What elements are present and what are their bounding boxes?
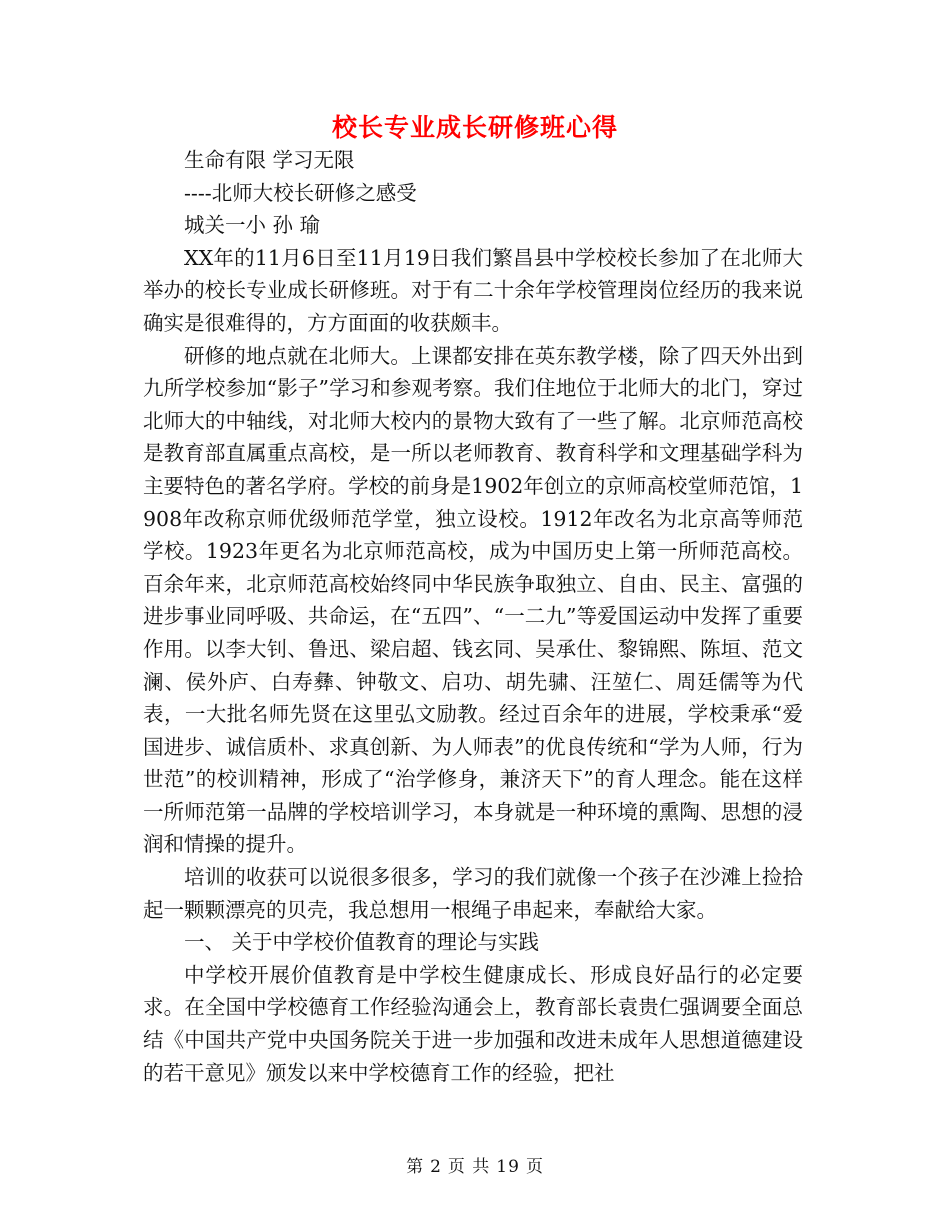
paragraph: 培训的收获可以说很多很多，学习的我们就像一个孩子在沙滩上捡拾起一颗颗漂亮的贝壳，我总想用一根绳子串起来，奉献给大家。 <box>143 865 803 922</box>
footer-page-number: 2 <box>430 1157 442 1177</box>
paragraph: XX年的11月6日至11月19日我们繁昌县中学校校长参加了在北师大举办的校长专业成长研修班。对于有二十余年学校管理岗位经历的我来说确实是很难得的，方方面面的收获颇丰。 <box>143 245 803 335</box>
document-title: 校长专业成长研修班心得 <box>331 113 618 142</box>
paragraph: 中学校开展价值教育是中学校生健康成长、形成良好品行的必定要求。在全国中学校德育工作经验沟通会上，教育部长袁贵仁强调要全面总结《中国共产党中央国务院关于进一步加强和改进未成年人思想道德建设的若干意见》颁发以来中学校德育工作的经验，把社 <box>143 962 803 1085</box>
author-line: 城关一小 孙 瑜 <box>184 213 321 238</box>
subtitle-line: 生命有限 学习无限 <box>184 148 355 172</box>
footer-prefix: 第 <box>406 1157 425 1177</box>
page-footer <box>0 1152 950 1177</box>
footer-total-pages: 19 <box>496 1157 520 1177</box>
subtitle-line-2: ----北师大校长研修之感受 <box>184 180 417 205</box>
paragraph: 研修的地点就在北师大。上课都安排在英东教学楼，除了四天外出到九所学校参加“影子”学习和参观考察。我们住地位于北师大的北门，穿过北师大的中轴线，对北师大校内的景物大致有了一些了解。北京师范高校是教育部直属重点高校，是一所以老师教育、教育科学和文理基础学科为主要特色的著名学府。学校的前身是1902年创立的京师高校堂师范馆，1908年改称京师优级师范学堂，独立设校。1912年改名为北京高等师范学校。1923年更名为北京师范高校，成为中国历史上第一所师范高校。百余年来，北京师范高校始终同中华民族争取独立、自由、民主、富强的进步事业同呼吸、共命运，在“五四”、“一二九”等爱国运动中发挥了重要作用。以李大钊、鲁迅、梁启超、钱玄同、吴承仕、黎锦熙、陈垣、范文澜、侯外庐、白寿彝、钟敬文、启功、胡先骕、汪堃仁、周廷儒等为代表，一大批名师先贤在这里弘文励教。经过百余年的进展，学校秉承“爱国进步、诚信质朴、求真创新、为人师表”的优良传统和“学为人师，行为世范”的校训精神，形成了“治学修身，兼济天下”的育人理念。能在这样一所师范第一品牌的学校培训学习，本身就是一种环境的熏陶、思想的浸润和情操的提升。 <box>143 343 803 857</box>
footer-middle: 页 共 <box>447 1157 491 1177</box>
footer-suffix: 页 <box>525 1157 544 1177</box>
document-body <box>143 144 803 1089</box>
section-heading: 一、 关于中学校价值教育的理论与实践 <box>184 930 540 955</box>
